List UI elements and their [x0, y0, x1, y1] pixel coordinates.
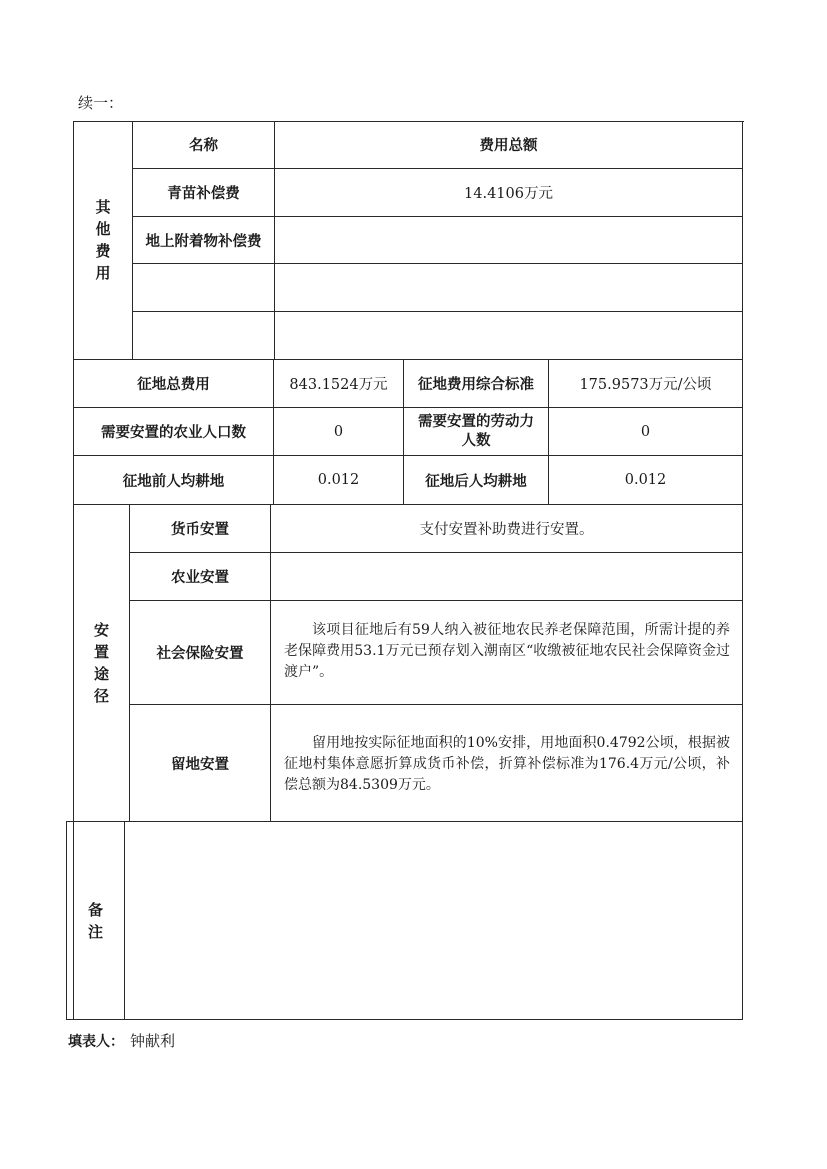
fee-amount	[275, 217, 742, 263]
reserved-land-value: 留用地按实际征地面积的10%安排，用地面积0.4792公顷，根据被征地村集体意愿折算成货币补偿，折算补偿标准为176.4万元/公顷，补偿总额为84.5309万元。	[284, 735, 730, 793]
farmland-before-label: 征地前人均耕地	[122, 473, 225, 490]
social-insurance-value: 该项目征地后有59人纳入被征地农民养老保障范围，所需计提的养老保障费用53.1万元已预存划入潮南区“收缴被征地农民社会保障资金过渡户”。	[284, 622, 730, 680]
farmland-after-value: 0.012	[624, 472, 667, 488]
labor-count-label: 需要安置的劳动力 人数	[418, 413, 534, 449]
agri-population-label: 需要安置的农业人口数	[101, 425, 246, 441]
reserved-land-label: 留地安置	[171, 756, 229, 773]
header-name: 名称	[189, 138, 218, 154]
farmland-after-label: 征地后人均耕地	[425, 473, 527, 490]
fee-name	[133, 312, 274, 359]
total-cost-label: 征地总费用	[137, 377, 210, 393]
resettlement-group-label: 安 置 途 径	[93, 621, 109, 705]
remarks-value	[125, 822, 742, 1019]
form-filler	[68, 1030, 175, 1051]
standard-label: 征地费用综合标准	[418, 377, 534, 393]
fee-amount	[275, 264, 742, 311]
labor-count-value: 0	[640, 423, 651, 440]
fee-name: 青苗补偿费	[167, 186, 240, 202]
other-fees-group-label: 其 他 费 用	[95, 198, 111, 282]
fee-amount	[275, 312, 742, 359]
total-cost-value: 843.1524万元	[289, 377, 388, 393]
standard-value: 175.9573万元/公顷	[579, 377, 712, 393]
fee-name	[133, 264, 274, 311]
agri-resettlement-value	[271, 553, 742, 600]
money-resettlement-label: 货币安置	[171, 522, 229, 538]
remarks-label: 备 注	[87, 900, 103, 941]
filler-label: 填表人：	[68, 1034, 124, 1050]
social-insurance-label: 社会保险安置	[156, 646, 244, 662]
table-border-right	[742, 121, 743, 1020]
farmland-before-value: 0.012	[317, 472, 360, 488]
continuation-label: 续一：	[78, 94, 124, 112]
table-border-bottom	[66, 1019, 743, 1020]
fee-amount: 14.4106万元	[464, 186, 553, 202]
header-amount: 费用总额	[479, 138, 538, 154]
agri-resettlement-label: 农业安置	[171, 570, 229, 586]
agri-population-value: 0	[333, 423, 344, 440]
fee-name: 地上附着物补偿费	[145, 233, 262, 250]
money-resettlement-value: 支付安置补助费进行安置。	[419, 522, 594, 538]
filler-name: 钟献利	[130, 1032, 176, 1050]
